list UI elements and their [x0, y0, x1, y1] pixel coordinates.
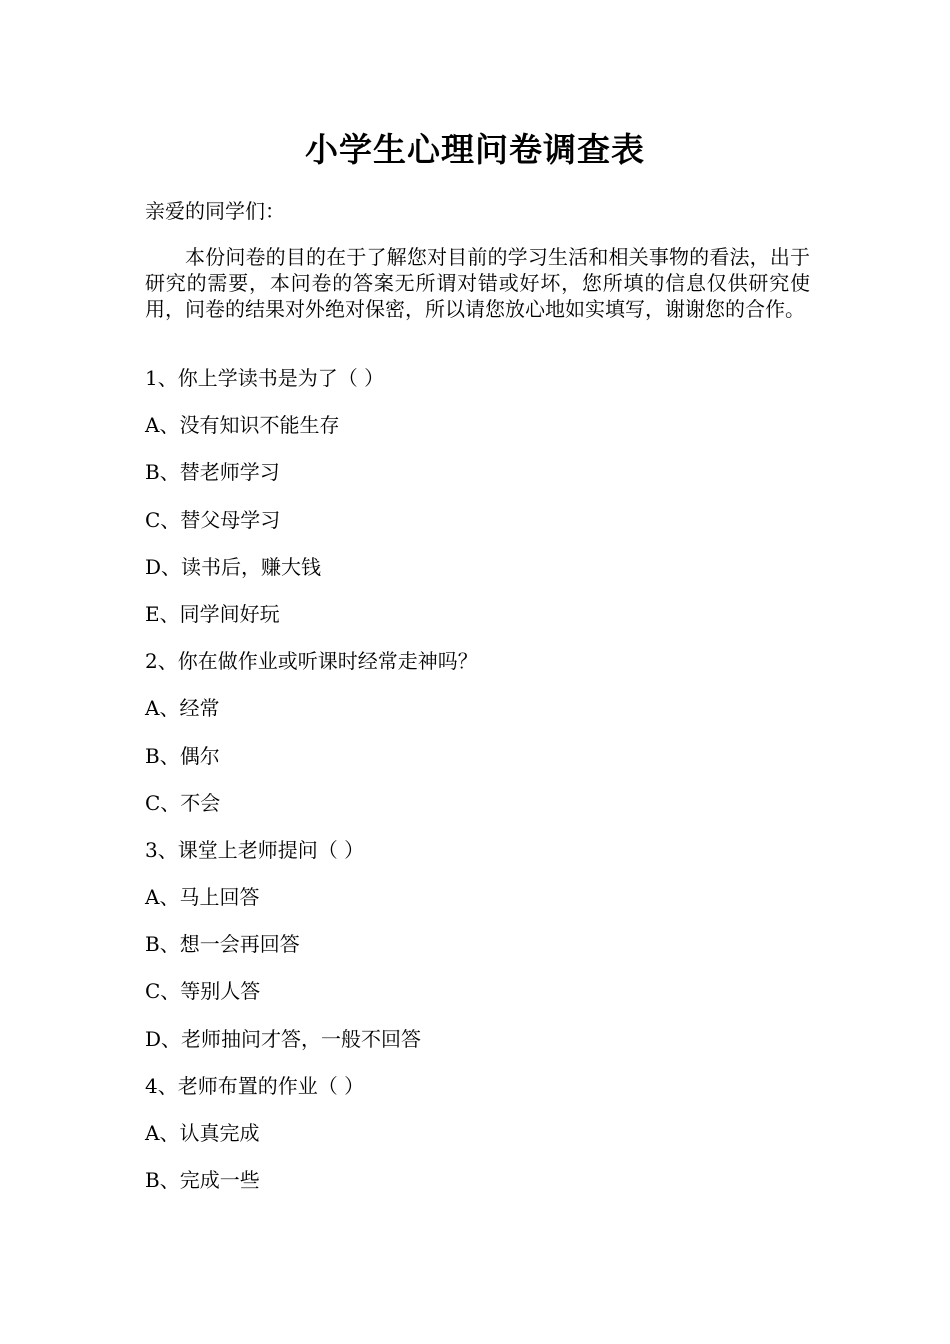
question-3-option-b: B、想一会再回答	[145, 932, 300, 957]
question-2: 2、你在做作业或听课时经常走神吗？	[145, 649, 478, 674]
question-1-option-c: C、替父母学习	[145, 507, 281, 532]
question-2-option-b: B、偶尔	[145, 743, 220, 768]
question-list	[145, 363, 810, 1212]
question-4: 4、老师布置的作业（ ）	[145, 1073, 365, 1098]
question-1-option-b: B、替老师学习	[145, 460, 280, 485]
question-1-option-e: E、同学间好玩	[145, 601, 280, 626]
question-3-option-c: C、等别人答	[145, 979, 261, 1004]
document-title: 小学生心理问卷调查表	[305, 130, 645, 169]
question-4-option-b: B、完成一些	[145, 1168, 260, 1193]
question-3-option-a: A、马上回答	[145, 885, 260, 910]
question-1: 1、你上学读书是为了（ ）	[145, 366, 385, 390]
intro-paragraph: 本份问卷的目的在于了解您对目前的学习生活和相关事物的看法，出于研究的需要，本问卷的答案无所谓对错或好坏，您所填的信息仅供研究使用，问卷的结果对外绝对保密，所以请您放心地如实填写，谢谢您的合作。	[145, 245, 810, 321]
question-3-option-d: D、老师抽问才答，一般不回答	[145, 1026, 422, 1051]
question-3: 3、课堂上老师提问（ ）	[145, 837, 365, 862]
question-2-option-c: C、不会	[145, 790, 221, 815]
question-4-option-a: A、认真完成	[145, 1121, 260, 1145]
question-2-option-a: A、经常	[145, 696, 220, 721]
question-1-option-d: D、读书后，赚大钱	[145, 554, 322, 579]
question-1-option-a: A、没有知识不能生存	[145, 413, 340, 438]
salutation: 亲爱的同学们：	[145, 199, 285, 223]
